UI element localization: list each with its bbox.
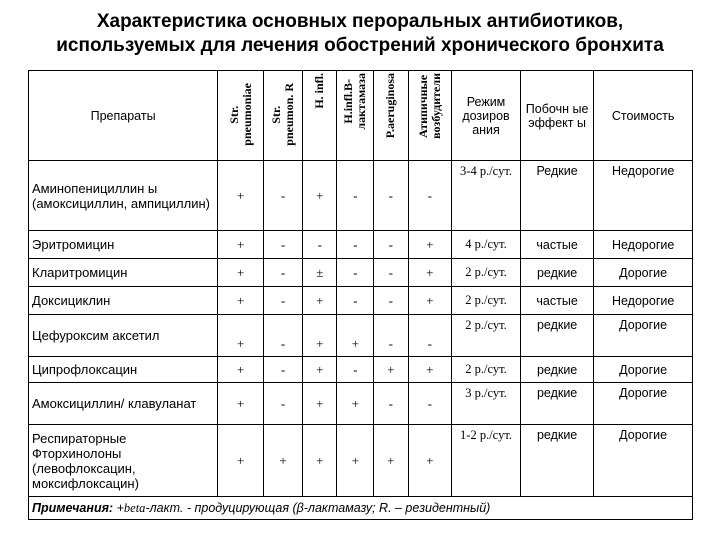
table-row xyxy=(29,383,693,425)
side-effects-cell: частые xyxy=(520,287,593,315)
mark: + xyxy=(303,357,337,383)
mark: - xyxy=(374,231,408,259)
mark: + xyxy=(218,425,264,497)
notes-text: -лакт. - продуцирующая (β-лактамазу; R. – резидентный) xyxy=(145,500,491,515)
drug-name: Доксициклин xyxy=(29,287,218,315)
table-row xyxy=(29,315,693,357)
dosing-cell: 1-2 р./сут. xyxy=(452,425,521,497)
mark: + xyxy=(408,231,452,259)
mark: - xyxy=(374,259,408,287)
drug-name: Амоксициллин/ клавуланат xyxy=(29,383,218,425)
mark: - xyxy=(337,161,374,231)
mark: - xyxy=(374,315,408,357)
dosing-cell: 3 р./сут. xyxy=(452,383,521,425)
drug-name: Аминопенициллин ы (амоксициллин, ампициллин) xyxy=(29,161,218,231)
header-cost: Стоимость xyxy=(594,71,693,161)
mark: - xyxy=(264,161,303,231)
header-pathogen-1: Str. pneumoniae xyxy=(218,71,264,161)
table-row xyxy=(29,161,693,231)
cost-cell: Недорогие xyxy=(594,231,693,259)
cost-cell: Недорогие xyxy=(594,287,693,315)
dosing-cell: 3-4 р./сут. xyxy=(452,161,521,231)
page-title xyxy=(0,10,720,58)
cost-cell: Дорогие xyxy=(594,425,693,497)
mark: + xyxy=(303,315,337,357)
notes-plus: + xyxy=(116,500,124,515)
mark: - xyxy=(337,259,374,287)
side-effects-cell: редкие xyxy=(520,383,593,425)
drug-name: Цефуроксим аксетил xyxy=(29,315,218,357)
mark: - xyxy=(408,383,452,425)
table-row xyxy=(29,425,693,497)
mark: - xyxy=(374,161,408,231)
dosing-cell: 2 р./сут. xyxy=(452,357,521,383)
mark: + xyxy=(408,425,452,497)
table-row xyxy=(29,287,693,315)
header-pathogen-4: H.infl.B- лактамаза xyxy=(337,71,374,161)
dosing-cell: 2 р./сут. xyxy=(452,259,521,287)
dosing-cell: 2 р./сут. xyxy=(452,315,521,357)
cost-cell: Недорогие xyxy=(594,161,693,231)
mark: + xyxy=(303,383,337,425)
drug-name: Эритромицин xyxy=(29,231,218,259)
mark: + xyxy=(337,383,374,425)
mark: - xyxy=(408,161,452,231)
notes-label: Примечания: xyxy=(32,500,114,515)
drug-name: Кларитромицин xyxy=(29,259,218,287)
mark: + xyxy=(374,357,408,383)
mark: + xyxy=(264,425,303,497)
cost-cell: Дорогие xyxy=(594,259,693,287)
table-row xyxy=(29,357,693,383)
drug-name: Респираторные Фторхинолоны (левофлоксацин, моксифлоксацин) xyxy=(29,425,218,497)
table-row xyxy=(29,259,693,287)
mark: + xyxy=(218,287,264,315)
header-pathogen-5: P.aeruginosa xyxy=(374,71,408,161)
mark: - xyxy=(264,383,303,425)
title-line-1: Характеристика основных пероральных антибиотиков, xyxy=(96,11,624,32)
dosing-cell: 4 р./сут. xyxy=(452,231,521,259)
header-dosing: Режим дозиров ания xyxy=(452,71,521,161)
mark: + xyxy=(337,425,374,497)
mark: + xyxy=(303,425,337,497)
cost-cell: Дорогие xyxy=(594,383,693,425)
antibiotics-table xyxy=(28,70,693,520)
mark: - xyxy=(264,315,303,357)
side-effects-cell: редкие xyxy=(520,315,593,357)
mark: + xyxy=(303,161,337,231)
mark: + xyxy=(218,259,264,287)
mark: - xyxy=(264,231,303,259)
side-effects-cell: частые xyxy=(520,231,593,259)
mark: - xyxy=(337,231,374,259)
side-effects-cell: редкие xyxy=(520,357,593,383)
mark: + xyxy=(218,315,264,357)
mark: + xyxy=(218,231,264,259)
table-row xyxy=(29,231,693,259)
mark: - xyxy=(374,287,408,315)
notes-beta: beta xyxy=(123,500,146,515)
header-pathogen-6: Атипичные возбудители xyxy=(408,71,452,161)
dosing-cell: 2 р./сут. xyxy=(452,287,521,315)
cost-cell: Дорогие xyxy=(594,357,693,383)
mark: ± xyxy=(303,259,337,287)
mark: + xyxy=(408,357,452,383)
header-row xyxy=(29,71,693,161)
side-effects-cell: редкие xyxy=(520,425,593,497)
title-line-2: используемых для лечения обострений хронического бронхита xyxy=(56,35,664,56)
notes-cell xyxy=(29,497,693,520)
mark: - xyxy=(264,259,303,287)
mark: - xyxy=(337,357,374,383)
mark: - xyxy=(408,315,452,357)
header-pathogen-3: H. infl. xyxy=(303,71,337,161)
mark: + xyxy=(337,315,374,357)
drug-name: Ципрофлоксацин xyxy=(29,357,218,383)
mark: + xyxy=(408,259,452,287)
notes-row xyxy=(29,497,693,520)
mark: - xyxy=(264,287,303,315)
mark: - xyxy=(264,357,303,383)
mark: + xyxy=(374,425,408,497)
header-side-effects: Побочн ые эффект ы xyxy=(520,71,593,161)
mark: - xyxy=(303,231,337,259)
mark: + xyxy=(218,383,264,425)
mark: + xyxy=(408,287,452,315)
mark: - xyxy=(337,287,374,315)
side-effects-cell: Редкие xyxy=(520,161,593,231)
mark: + xyxy=(303,287,337,315)
header-drugs: Препараты xyxy=(29,71,218,161)
mark: + xyxy=(218,161,264,231)
side-effects-cell: редкие xyxy=(520,259,593,287)
mark: + xyxy=(218,357,264,383)
header-pathogen-2: Str. pneumon. R xyxy=(264,71,303,161)
mark: - xyxy=(374,383,408,425)
cost-cell: Дорогие xyxy=(594,315,693,357)
